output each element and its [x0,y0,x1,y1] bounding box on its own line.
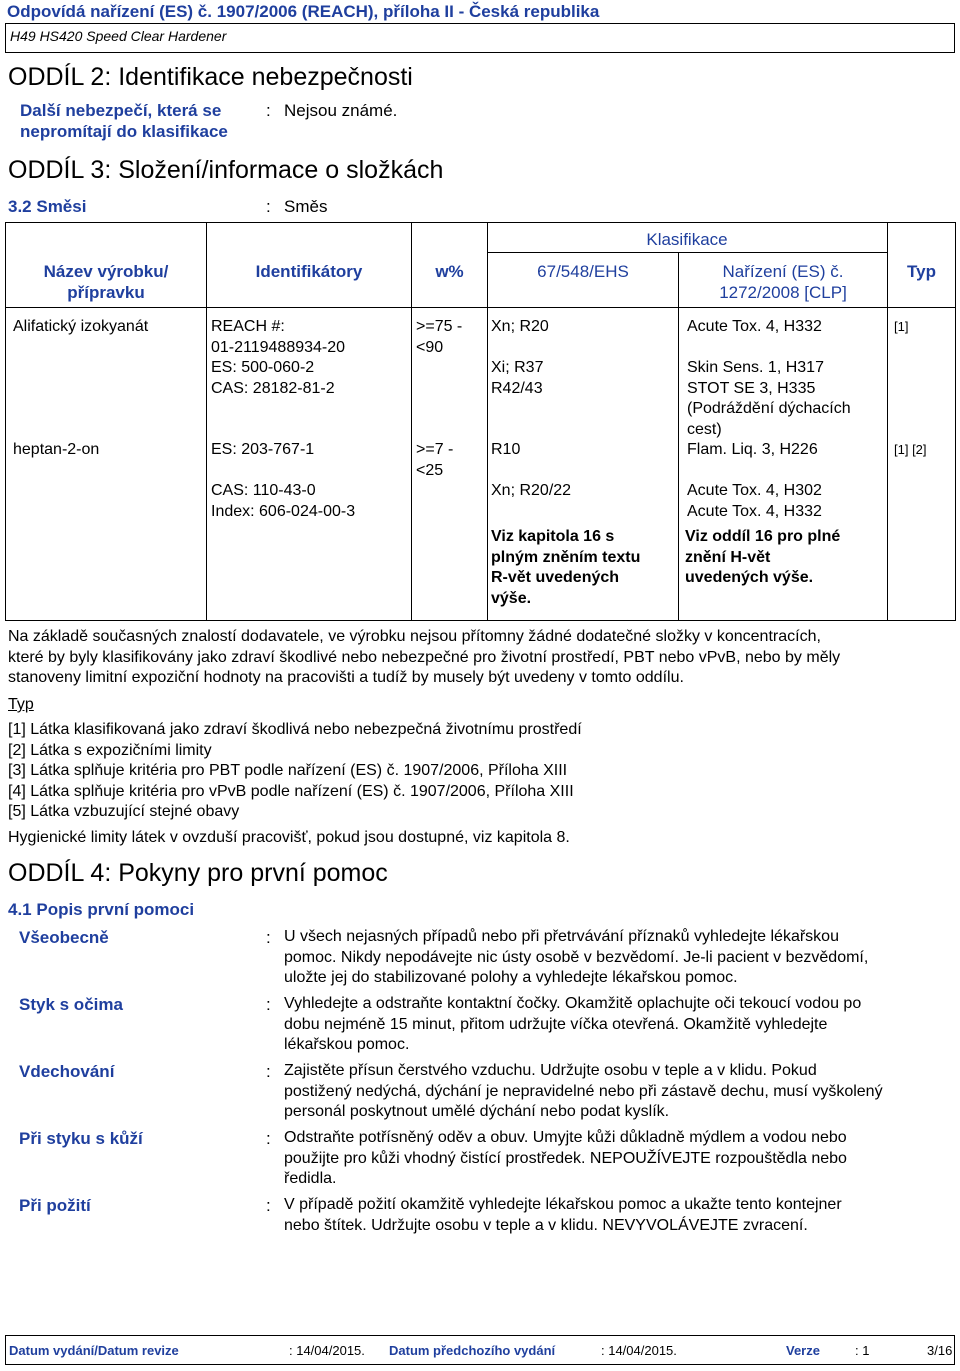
typ-legend-item: [5] Látka vzbuzující stejné obavy [8,803,240,821]
colon: : [266,101,271,120]
first-aid-text-inhalation [284,1061,883,1123]
row1-typ: [1] [894,319,909,334]
notice-line: které by byly klasifikovány jako zdraví škodlivé nebo nebezpečné pro životní prostředí, PBT nebo vPvB, nebo by měly [8,648,841,666]
row1-weight-line: <90 [416,338,444,356]
first-aid-line: uložte jej do stabilizované polohy a vyhledejte lékařskou pomoc. [284,969,738,987]
row1-clp-line: Acute Tox. 4, H332 [687,318,822,335]
mixture-label: 3.2 Směsi [8,197,87,216]
colon: : [266,995,271,1014]
row2-ident-line: CAS: 110-43-0 [211,482,316,499]
row1-clp-line: Skin Sens. 1, H317 [687,359,824,376]
typ-legend [8,720,582,823]
other-hazards-label-line: Další nebezpečí, která se [20,101,222,120]
row1-eec [491,317,549,399]
first-aid-line: Odstraňte potřísněný oděv a obuv. Umyjte kůži důkladně mýdlem a vodou nebo [284,1129,847,1146]
colon: : [266,928,271,947]
row2-weight-line: <25 [416,461,444,479]
typ-heading: Typ [8,696,34,713]
row2-weight-line: >=7 - [416,441,454,458]
notice-line: Na základě současných znalostí dodavatele, ve výrobku nejsou přítomny žádné dodatečné složky v koncentracích, [8,628,821,645]
row2-eec [491,440,571,502]
first-aid-text-ingestion [284,1195,842,1236]
row2-clp-line: Acute Tox. 4, H302 [687,482,822,499]
first-aid-line: použijte pro kůži vhodný čistící prostředek. NEPOUŽÍVEJTE rozpouštědla nebo [284,1149,847,1167]
eec-note-line: R-vět uvedených [491,569,620,586]
mixture-value: Směs [284,197,328,216]
row2-clp-line: Flam. Liq. 3, H226 [687,441,818,458]
product-name: H49 HS420 Speed Clear Hardener [10,28,227,44]
eec-note [491,527,640,609]
col-eec-header: 67/548/EHS [537,262,629,281]
first-aid-line: pomoc. Nikdy nepodávejte nic ústy osobě v bezvědomí. Je-li pacient v bezvědomí, [284,948,869,966]
eec-note-line: výše. [491,589,532,607]
footer-prev-value: : 14/04/2015. [601,1343,677,1358]
colon: : [266,1196,271,1215]
clp-note-line: znění H-vět [685,548,771,566]
typ-legend-item: [2] Látka s expozičními limity [8,741,212,759]
table-right-border [955,222,956,620]
clp-note-line: Viz oddíl 16 pro plné [685,528,841,545]
row1-ident-line: CAS: 28182-81-2 [211,379,335,397]
first-aid-text-general [284,927,868,989]
col-w-header: w% [435,262,464,281]
typ-legend-item: [3] Látka splňuje kritéria pro PBT podle nařízení (ES) č. 1907/2006, Příloha XIII [8,762,568,780]
spacer [687,338,851,359]
row1-eec-line: R42/43 [491,379,543,397]
typ-legend-item: [1] Látka klasifikovaná jako zdraví škodlivá nebo nebezpečná životnímu prostředí [8,721,582,738]
footer-version-value: : 1 [855,1343,870,1358]
row2-clp-line: Acute Tox. 4, H332 [687,502,822,520]
footer-issue-label: Datum vydání/Datum revize [9,1343,179,1358]
row1-identifiers [211,317,345,399]
table-top-border [5,222,956,223]
eec-note-line: Viz kapitola 16 s [491,528,615,545]
row1-eec-line: Xn; R20 [491,318,549,335]
notice-line: stanoveny limitní expoziční hodnoty na pracovišti a tudíž by musely být uvedeny v tomto oddílu. [8,669,684,687]
footer-prev-label: Datum předchozího vydání [389,1343,556,1358]
row2-identifiers [211,440,355,522]
row1-clp-line: (Podráždění dýchacích [687,400,851,417]
footer-version-label: Verze [786,1343,820,1358]
first-aid-line: personál poskytnout umělé dýchání nebo podat kyslík. [284,1103,670,1121]
spacer [491,338,549,359]
row1-name: Alifatický izokyanát [13,318,149,335]
table-bottom-border [5,620,956,621]
col-name-header [6,261,206,303]
other-hazards-label-line: nepromítají do klasifikace [20,122,228,141]
first-aid-line: ředidla. [284,1170,337,1188]
row2-typ: [1] [2] [894,442,927,457]
first-aid-line: postižený nedýchá, dýchání je nepravidelné nebo při zástavě dechu, musí vyškolený [284,1082,883,1100]
spacer [211,461,355,482]
col-typ-header: Typ [907,262,936,281]
footer-issue-value: : 14/04/2015. [289,1343,365,1358]
col-clp-header-line: 1272/2008 [CLP] [719,283,847,302]
typ-legend-item: [4] Látka splňuje kritéria pro vPvB podle nařízení (ES) č. 1907/2006, Příloha XIII [8,782,574,800]
col-clp-header-line: Nařízení (ES) č. [722,262,844,281]
eec-note-line: plným zněním textu [491,548,641,566]
first-aid-label-eyes: Styk s očima [19,995,123,1014]
table-header-border [5,307,956,308]
first-aid-text-eyes [284,994,861,1056]
row1-weight [416,317,462,358]
first-aid-label-inhalation: Vdechování [19,1062,115,1081]
col-ident-header: Identifikátory [255,262,363,281]
section2-title: ODDÍL 2: Identifikace nebezpečnosti [8,63,413,91]
footer-page-number: 3/16 [927,1343,953,1358]
row1-weight-line: >=75 - [416,318,463,335]
first-aid-label-ingestion: Při požití [19,1196,91,1215]
first-aid-line: lékařskou pomoc. [284,1036,410,1054]
first-aid-text-skin [284,1128,847,1190]
other-hazards-value: Nejsou známé. [284,101,398,120]
row2-eec-line: R10 [491,441,521,458]
row2-clp [687,440,822,522]
first-aid-line: Zajistěte přísun čerstvého vzduchu. Udržujte osobu v teple a v klidu. Pokud [284,1062,817,1079]
section3-title: ODDÍL 3: Složení/informace o složkách [8,156,444,184]
first-aid-line: dobu nejméně 15 minut, přitom udržujte víčka otevřená. Okamžitě vyhledejte [284,1015,828,1033]
row1-ident-line: 01-2119488934-20 [211,338,346,356]
row2-name: heptan-2-on [13,441,100,458]
clp-note [685,527,840,589]
row1-clp [687,317,851,440]
first-aid-label-skin: Při styku s kůží [19,1129,143,1148]
section4-title: ODDÍL 4: Pokyny pro první pomoc [8,859,388,887]
first-aid-line: U všech nejasných případů nebo při přetrvávání příznaků vyhledejte lékařskou [284,928,839,945]
clp-note-line: uvedených výše. [685,569,814,586]
row2-ident-line: ES: 203-767-1 [211,441,315,458]
col-name-header-line: Název výrobku/ [43,262,169,281]
row1-clp-line: cest) [687,420,722,438]
row2-ident-line: Index: 606-024-00-3 [211,502,356,520]
spacer [491,461,571,482]
first-aid-line: Vyhledejte a odstraňte kontaktní čočky. Okamžitě oplachujte oči tekoucí vodou po [284,995,862,1012]
row1-clp-line: STOT SE 3, H335 [687,379,816,397]
col-name-header-line: přípravku [67,283,145,302]
row1-ident-line: ES: 500-060-2 [211,359,315,376]
klasifikace-underline [487,252,887,253]
other-hazards-label [20,100,228,142]
colon: : [266,1129,271,1148]
spacer [687,461,822,482]
row1-eec-line: Xi; R37 [491,359,544,376]
colon: : [266,1062,271,1081]
composition-notice [8,627,840,689]
colon: : [266,197,271,216]
row2-eec-line: Xn; R20/22 [491,482,572,499]
first-aid-label-general: Všeobecně [19,928,109,947]
hygiene-note: Hygienické limity látek v ovzduší pracovišť, pokud jsou dostupné, viz kapitola 8. [8,829,570,846]
table-col-line [678,252,679,620]
first-aid-line: nebo štítek. Udržujte osobu v teple a v klidu. NEVYVOLÁVEJTE zvracení. [284,1216,808,1234]
section4-subtitle: 4.1 Popis první pomoci [8,900,195,919]
col-clp-header [679,261,887,303]
row2-weight [416,440,453,481]
klasifikace-header: Klasifikace [646,230,728,249]
first-aid-line: V případě požití okamžitě vyhledejte lékařskou pomoc a ukažte tento kontejner [284,1196,842,1213]
regulation-header: Odpovídá nařízení (ES) č. 1907/2006 (REACH), příloha II - Česká republika [7,2,600,21]
row1-ident-line: REACH #: [211,318,285,335]
